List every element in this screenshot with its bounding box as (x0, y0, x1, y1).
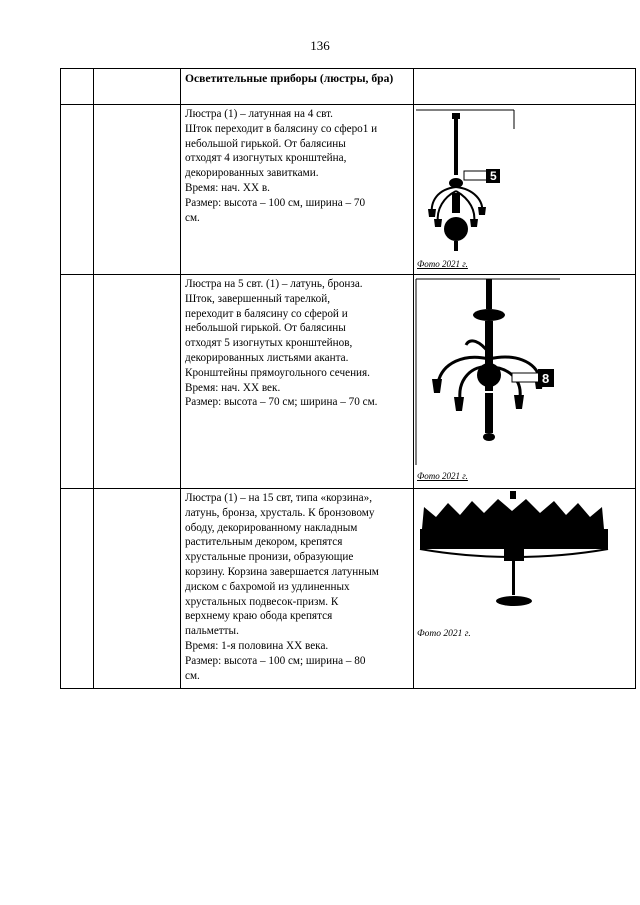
table-row (61, 275, 636, 489)
photo-caption: Фото 2021 г. (417, 629, 471, 639)
description-line: Люстра (1) – латунная на 4 свт. (185, 108, 333, 120)
description-line: переходит в балясину со сферой и (185, 307, 348, 320)
description-line: ободу, декорированному накладным (185, 521, 358, 534)
description-line: отходят 5 изогнутых кронштейнов, (185, 337, 353, 350)
empty-cell (61, 489, 94, 689)
empty-cell (94, 69, 181, 105)
description-line: Время: нач. XX век. (185, 381, 281, 394)
description-line: верхнему краю обода крепятся (185, 610, 333, 623)
description-line: корзину. Корзина завершается латунным (185, 565, 379, 578)
table-row (61, 489, 636, 689)
description-line: растительным декором, крепятся (185, 536, 343, 549)
empty-cell (414, 69, 636, 105)
empty-cell (61, 105, 94, 275)
description-line: Шток переходит в балясину со сферо1 и (185, 122, 378, 135)
empty-cell (61, 275, 94, 489)
description-line: декорированных завитками. (185, 167, 319, 180)
item-photo-cell (414, 275, 636, 489)
description-line: хрустальные пронизи, образующие (185, 551, 354, 564)
description-line: диском с бахромой из удлиненных (185, 580, 350, 593)
chandelier-photo (414, 489, 614, 624)
empty-cell (61, 69, 94, 105)
description-line: декорированных листьями аканта. (185, 351, 349, 364)
description-line: Время: 1-я половина XX века. (185, 639, 329, 652)
photo-caption: Фото 2021 г. (417, 259, 468, 269)
item-description (181, 489, 414, 689)
section-title: Осветительные приборы (люстры, бра) (181, 69, 414, 105)
inventory-table (60, 68, 636, 689)
description-line: Размер: высота – 70 см; ширина – 70 см. (185, 396, 378, 409)
photo-caption: Фото 2021 г. (417, 471, 468, 481)
photo-tag: 5 (490, 169, 497, 183)
item-photo-cell (414, 489, 636, 689)
description-line: небольшой гирькой. От балясины (185, 137, 346, 150)
description-line: отходят 4 изогнутых кронштейна, (185, 152, 347, 165)
description-line: небольшой гирькой. От балясины (185, 322, 346, 335)
description-line: Время: нач. XX в. (185, 181, 270, 194)
description-line: Люстра (1) – на 15 свт, типа «корзина», (185, 492, 373, 504)
description-line: Размер: высота – 100 см; ширина – 80 (185, 654, 366, 667)
description-line: см. (185, 669, 200, 682)
empty-cell (94, 489, 181, 689)
description-line: пальметты. (185, 625, 239, 638)
empty-cell (94, 105, 181, 275)
item-description (181, 275, 414, 489)
item-photo-cell (414, 105, 636, 275)
description-line: Люстра на 5 свт. (1) – латунь, бронза. (185, 278, 363, 290)
photo-tag: 8 (542, 371, 550, 386)
description-line: Кронштейны прямоугольного сечения. (185, 366, 370, 379)
description-line: хрустальных подвесок-призм. К (185, 595, 339, 608)
chandelier-photo (414, 275, 564, 470)
description-line: латунь, бронза, хрусталь. К бронзовому (185, 506, 375, 519)
chandelier-photo (414, 105, 534, 260)
description-line: Размер: высота – 100 см, ширина – 70 (185, 196, 366, 209)
description-line: см. (185, 211, 200, 224)
table-header-row (61, 69, 636, 105)
description-line: Шток, завершенный тарелкой, (185, 292, 331, 305)
page-number: 136 (310, 38, 330, 53)
table-row (61, 105, 636, 275)
item-description (181, 105, 414, 275)
empty-cell (94, 275, 181, 489)
